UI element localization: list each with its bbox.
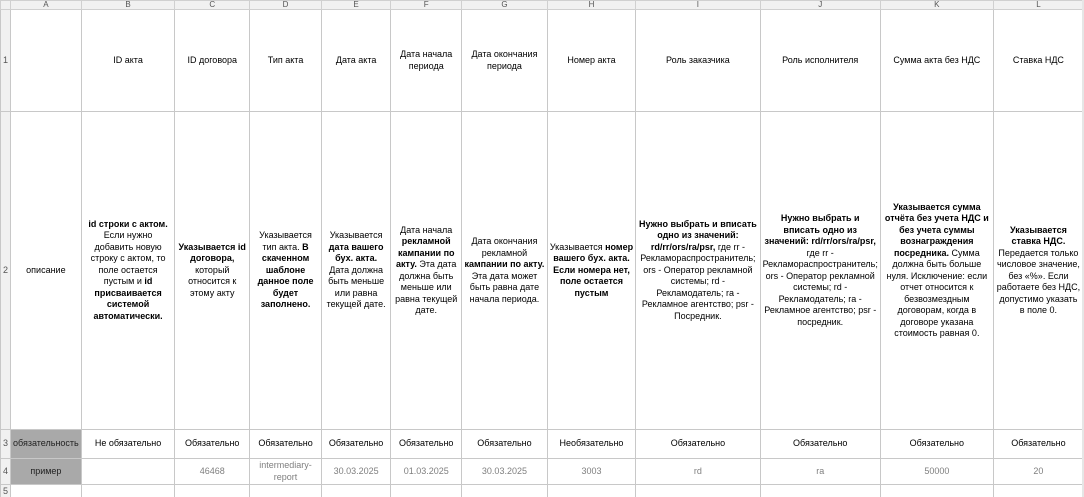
description-text-segment: дата вашего бух. акта. — [328, 241, 384, 264]
cell-h5[interactable] — [547, 485, 636, 497]
cell-a2-description-label[interactable]: описание — [11, 112, 82, 430]
cell-b5[interactable] — [81, 485, 175, 497]
cell-l4-example[interactable]: 20 — [993, 459, 1083, 485]
description-text-segment: Указывается id договора, — [178, 241, 246, 264]
row-number-4[interactable]: 4 — [1, 459, 11, 485]
cell-d4-example[interactable]: intermediary-report — [250, 459, 322, 485]
cell-e5[interactable] — [321, 485, 390, 497]
description-text-segment: Сумма должна быть больше нуля. Исключение: если отчет относится к безвозмездным договорам, когда в договоре указана стоимость равная 0. — [886, 247, 988, 338]
cell-h1-act-number-header[interactable]: Номер акта — [547, 10, 636, 112]
cell-c3-required[interactable]: Обязательно — [175, 430, 250, 459]
cell-c5[interactable] — [175, 485, 250, 497]
description-text-segment: Указывается ставка НДС. — [1009, 224, 1067, 246]
column-header-h[interactable]: H — [547, 1, 636, 10]
row-number-2[interactable]: 2 — [1, 112, 11, 430]
row-number-3[interactable]: 3 — [1, 430, 11, 459]
cell-h4-example[interactable]: 3003 — [547, 459, 636, 485]
column-header-j[interactable]: J — [760, 1, 880, 10]
cell-h2-description[interactable] — [547, 112, 636, 430]
cell-a5[interactable] — [11, 485, 82, 497]
cell-i5[interactable] — [636, 485, 760, 497]
cell-i1-customer-role-header[interactable]: Роль заказчика — [636, 10, 760, 112]
description-text-segment: В скаченном шаблоне данное поле будет заполнено. — [257, 241, 314, 310]
select-all-corner[interactable] — [1, 1, 11, 10]
cell-h3-required[interactable]: Необязательно — [547, 430, 636, 459]
description-text-segment: Эта дата должна быть меньше или равна текущей дате. — [395, 259, 458, 315]
description-text-segment: Дата начала — [400, 224, 453, 235]
table-row — [1, 430, 1084, 459]
cell-d3-required[interactable]: Обязательно — [250, 430, 322, 459]
cell-f2-description[interactable] — [391, 112, 462, 430]
description-text-segment: id строки с актом. — [88, 218, 168, 229]
cell-g4-example[interactable]: 30.03.2025 — [462, 459, 547, 485]
cell-i4-example[interactable]: rd — [636, 459, 760, 485]
cell-g5[interactable] — [462, 485, 547, 497]
table-row — [1, 485, 1084, 497]
description-text-segment: где rr - Рекламораспространитель; ors - Оператор рекламной системы; rd - Рекламодатель; ra - Рекламное агентство; psr - посредник. — [762, 247, 878, 327]
cell-k3-required[interactable]: Обязательно — [880, 430, 993, 459]
description-text-segment: Дата окончания рекламной — [471, 236, 538, 258]
column-header-d[interactable]: D — [250, 1, 322, 10]
cell-e1-act-date-header[interactable]: Дата акта — [321, 10, 390, 112]
description-text-segment: id присваивается системой автоматически. — [93, 276, 163, 321]
cell-j4-example[interactable]: ra — [760, 459, 880, 485]
cell-f3-required[interactable]: Обязательно — [391, 430, 462, 459]
table-row — [1, 10, 1084, 112]
table-row — [1, 459, 1084, 485]
cell-i3-required[interactable]: Обязательно — [636, 430, 760, 459]
description-text-segment: Дата должна быть меньше или равна текущей дате. — [326, 264, 386, 310]
cell-i2-description[interactable] — [636, 112, 760, 430]
row-number-1[interactable]: 1 — [1, 10, 11, 112]
cell-d1-act-type-header[interactable]: Тип акта — [250, 10, 322, 112]
column-header-i[interactable]: I — [636, 1, 760, 10]
cell-a4-example-label[interactable]: пример — [11, 459, 82, 485]
description-text-segment: Указывается — [329, 230, 383, 241]
cell-f5[interactable] — [391, 485, 462, 497]
cell-b3-required[interactable]: Не обязательно — [81, 430, 175, 459]
column-header-e[interactable]: E — [321, 1, 390, 10]
column-header-g[interactable]: G — [462, 1, 547, 10]
cell-j2-description[interactable] — [760, 112, 880, 430]
cell-j5[interactable] — [760, 485, 880, 497]
description-text-segment: Передается только числовое значение, без «%». Если работаете без НДС, допустимо указать в поле 0. — [996, 247, 1081, 315]
cell-g1-period-end-header[interactable]: Дата окончания периода — [462, 10, 547, 112]
column-header-row — [1, 1, 1084, 10]
description-text-segment: Указывается — [549, 241, 606, 252]
cell-g2-description[interactable] — [462, 112, 547, 430]
column-header-a[interactable]: A — [11, 1, 82, 10]
cell-e2-description[interactable] — [321, 112, 390, 430]
cell-f4-example[interactable]: 01.03.2025 — [391, 459, 462, 485]
description-text-segment: Нужно выбрать и вписать одно из значений: rd/rr/ors/ra/psr, — [639, 218, 757, 252]
cell-b1-id-act-header[interactable]: ID акта — [81, 10, 175, 112]
description-text-segment: Указывается сумма отчёта без учета НДС и без учета суммы вознаграждения посредника. — [884, 201, 989, 258]
cell-j1-contractor-role-header[interactable]: Роль исполнителя — [760, 10, 880, 112]
cell-d5[interactable] — [250, 485, 322, 497]
description-text-segment: Нужно выбрать и вписать одно из значений: rd/rr/ors/ra/psr, — [764, 213, 876, 246]
description-text-segment: Указывается тип акта. — [259, 230, 312, 252]
description-text-segment: рекламной кампании по акту. — [396, 236, 455, 269]
cell-b2-description[interactable] — [81, 112, 175, 430]
description-text-segment: номер вашего бух. акта. Если номера нет, поле остается пустым — [553, 241, 634, 298]
cell-e4-example[interactable]: 30.03.2025 — [321, 459, 390, 485]
cell-g3-required[interactable]: Обязательно — [462, 430, 547, 459]
description-text-segment: который относится к этому акту — [188, 264, 237, 298]
cell-l5[interactable] — [993, 485, 1083, 497]
column-header-f[interactable]: F — [391, 1, 462, 10]
description-text-segment: Если нужно добавить новую строку с актом, то поле остается пустым и — [90, 230, 166, 287]
column-header-l[interactable]: L — [993, 1, 1083, 10]
cell-k5[interactable] — [880, 485, 993, 497]
cell-d2-description[interactable] — [250, 112, 322, 430]
cell-e3-required[interactable]: Обязательно — [321, 430, 390, 459]
column-header-c[interactable]: C — [175, 1, 250, 10]
cell-a1[interactable] — [11, 10, 82, 112]
column-header-k[interactable]: K — [880, 1, 993, 10]
cell-l1-vat-rate-header[interactable]: Ставка НДС — [993, 10, 1083, 112]
cell-l3-required[interactable]: Обязательно — [993, 430, 1083, 459]
cell-c2-description[interactable] — [175, 112, 250, 430]
cell-b4-example[interactable] — [81, 459, 175, 485]
row-number-5[interactable]: 5 — [1, 485, 11, 497]
cell-a3-required-label[interactable]: обязательность — [11, 430, 82, 459]
cell-k1-amount-header[interactable]: Сумма акта без НДС — [880, 10, 993, 112]
description-text-segment: кампании по акту. — [464, 259, 545, 269]
cell-c4-example[interactable]: 46468 — [175, 459, 250, 485]
cell-k4-example[interactable]: 50000 — [880, 459, 993, 485]
cell-l2-description[interactable] — [993, 112, 1083, 430]
cell-j3-required[interactable]: Обязательно — [760, 430, 880, 459]
cell-k2-description[interactable] — [880, 112, 993, 430]
description-text-segment: Эта дата может быть равна дате начала периода. — [469, 270, 540, 304]
description-text-segment: где rr - Рекламораспространитель; ors - Оператор рекламной системы; rd - Рекламодатель; ra - Рекламное агентство; psr - Посредник. — [640, 241, 756, 321]
cell-c1-contract-id-header[interactable]: ID договора — [175, 10, 250, 112]
table-row — [1, 112, 1084, 430]
column-header-b[interactable]: B — [81, 1, 175, 10]
cell-f1-period-start-header[interactable]: Дата начала периода — [391, 10, 462, 112]
